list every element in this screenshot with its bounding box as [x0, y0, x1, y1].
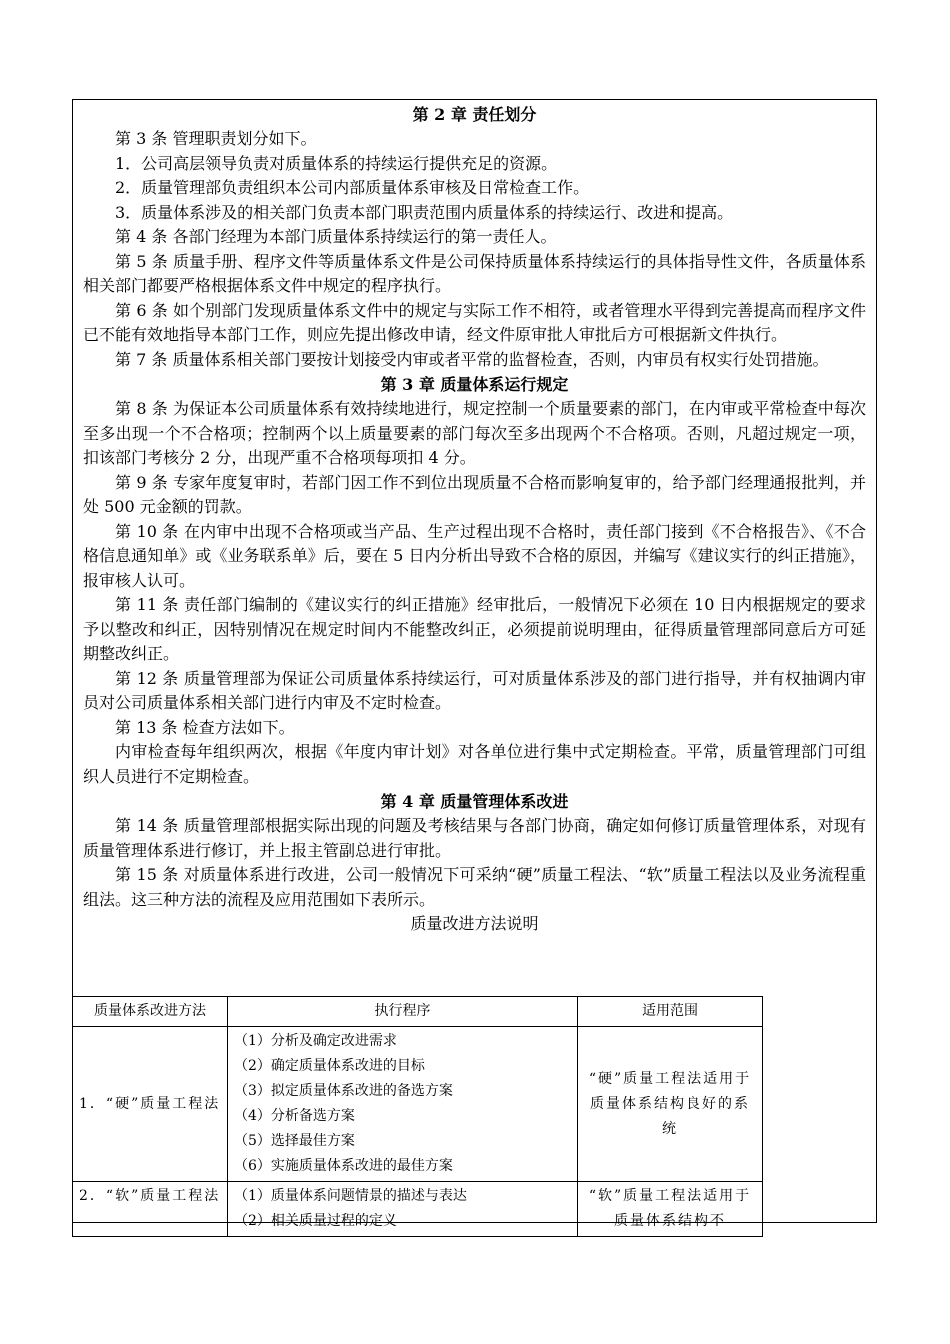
method-cell: 2．“软”质量工程法	[73, 1182, 228, 1237]
procedure-step: （1）分析及确定改进需求	[234, 1033, 397, 1049]
procedure-step: （5）选择最佳方案	[234, 1133, 355, 1149]
header-method: 质量体系改进方法	[73, 997, 228, 1027]
document-frame	[72, 99, 877, 1229]
article-12: 第 12 条 质量管理部为保证公司质量体系持续运行，可对质量体系涉及的部门进行指导，并有权抽调内审员对公司质量体系相关部门进行内审及不定时检查。	[83, 668, 866, 712]
table-caption: 质量改进方法说明	[410, 914, 539, 933]
article-13-detail: 内审检查每年组织两次，根据《年度内审计划》对各单位进行集中式定期检查。平常，质量管理部门可组织人员进行不定期检查。	[83, 742, 866, 786]
article-11: 第 11 条 责任部门编制的《建议实行的纠正措施》经审批后，一般情况下必须在 10 日内根据规定的要求予以整改和纠正，因特别情况在规定时间内不能整改纠正，必须提前说明理由，征得质量管理部同意后方可延期整改纠正。	[83, 595, 866, 663]
article-3-item-1: 1．公司高层领导负责对质量体系的持续运行提供充足的资源。	[115, 153, 558, 173]
table-row	[73, 1182, 763, 1237]
header-procedure: 执行程序	[228, 997, 578, 1027]
chapter-3-heading: 第 3 章 质量体系运行规定	[380, 375, 569, 394]
article-3-item-3: 3．质量体系涉及的相关部门负责本部门职责范围内质量体系的持续运行、改进和提高。	[115, 202, 734, 222]
table-row	[73, 1027, 763, 1182]
procedure-step: （2）确定质量体系改进的目标	[234, 1058, 425, 1074]
chapter-2-heading: 第 2 章 责任划分	[412, 105, 537, 124]
procedure-step: （2）相关质量过程的定义	[234, 1213, 397, 1229]
article-14: 第 14 条 质量管理部根据实际出现的问题及考核结果与各部门协商，确定如何修订质量管理体系，对现有质量管理体系进行修订，并上报主管副总进行审批。	[83, 816, 866, 860]
header-scope: 适用范围	[578, 997, 763, 1027]
procedure-cell	[228, 1182, 578, 1237]
article-8: 第 8 条 为保证本公司质量体系有效持续地进行，规定控制一个质量要素的部门，在内审或平常检查中每次至多出现一个不合格项；控制两个以上质量要素的部门每次至多出现两个不合格项。否则，凡超过规定一项，扣该部门考核分 2 分，出现严重不合格项每项扣 4 分。	[83, 399, 866, 467]
procedure-step: （1）质量体系问题情景的描述与表达	[234, 1188, 467, 1204]
method-cell: 1．“硬”质量工程法	[73, 1027, 228, 1182]
article-9: 第 9 条 专家年度复审时，若部门因工作不到位出现质量不合格而影响复审的，给予部门经理通报批判，并处 500 元金额的罚款。	[83, 472, 866, 516]
chapter-4-heading: 第 4 章 质量管理体系改进	[380, 792, 569, 811]
article-5: 第 5 条 质量手册、程序文件等质量体系文件是公司保持质量体系持续运行的具体指导性文件，各质量体系相关部门都要严格根据体系文件中规定的程序执行。	[83, 251, 866, 295]
procedure-step: （4）分析备选方案	[234, 1108, 355, 1124]
improvement-methods-table	[72, 996, 763, 1237]
article-3: 第 3 条 管理职责划分如下。	[115, 129, 317, 148]
article-6: 第 6 条 如个别部门发现质量体系文件中的规定与实际工作不相符，或者管理水平得到完善提高而程序文件已不能有效地指导本部门工作，则应先提出修改申请，经文件原审批人审批后方可根据新文件执行。	[83, 300, 866, 344]
article-13: 第 13 条 检查方法如下。	[115, 717, 295, 737]
article-15: 第 15 条 对质量体系进行改进，公司一般情况下可采纳“硬”质量工程法、“软”质量工程法以及业务流程重组法。这三种方法的流程及应用范围如下表所示。	[83, 865, 866, 909]
table-header-row	[73, 997, 763, 1027]
scope-cell: “硬”质量工程法适用于质量体系结构良好的系统	[578, 1027, 763, 1182]
article-4: 第 4 条 各部门经理为本部门质量体系持续运行的第一责任人。	[115, 227, 557, 246]
article-3-item-2: 2．质量管理部负责组织本公司内部质量体系审核及日常检查工作。	[115, 178, 590, 197]
procedure-step: （3）拟定质量体系改进的备选方案	[234, 1083, 453, 1099]
article-10: 第 10 条 在内审中出现不合格项或当产品、生产过程出现不合格时，责任部门接到《不合格报告》、《不合格信息通知单》或《业务联系单》后，要在 5 日内分析出导致不合格的原因，并编写《建议实行的纠正措施》，报审核人认可。	[83, 521, 866, 590]
article-7: 第 7 条 质量体系相关部门要按计划接受内审或者平常的监督检查，否则，内审员有权实行处罚措施。	[115, 349, 829, 369]
procedure-step: （6）实施质量体系改进的最佳方案	[234, 1158, 453, 1174]
procedure-cell	[228, 1027, 578, 1182]
scope-cell: “软”质量工程法适用于质量体系结构不	[578, 1182, 763, 1237]
document-body	[83, 102, 866, 936]
